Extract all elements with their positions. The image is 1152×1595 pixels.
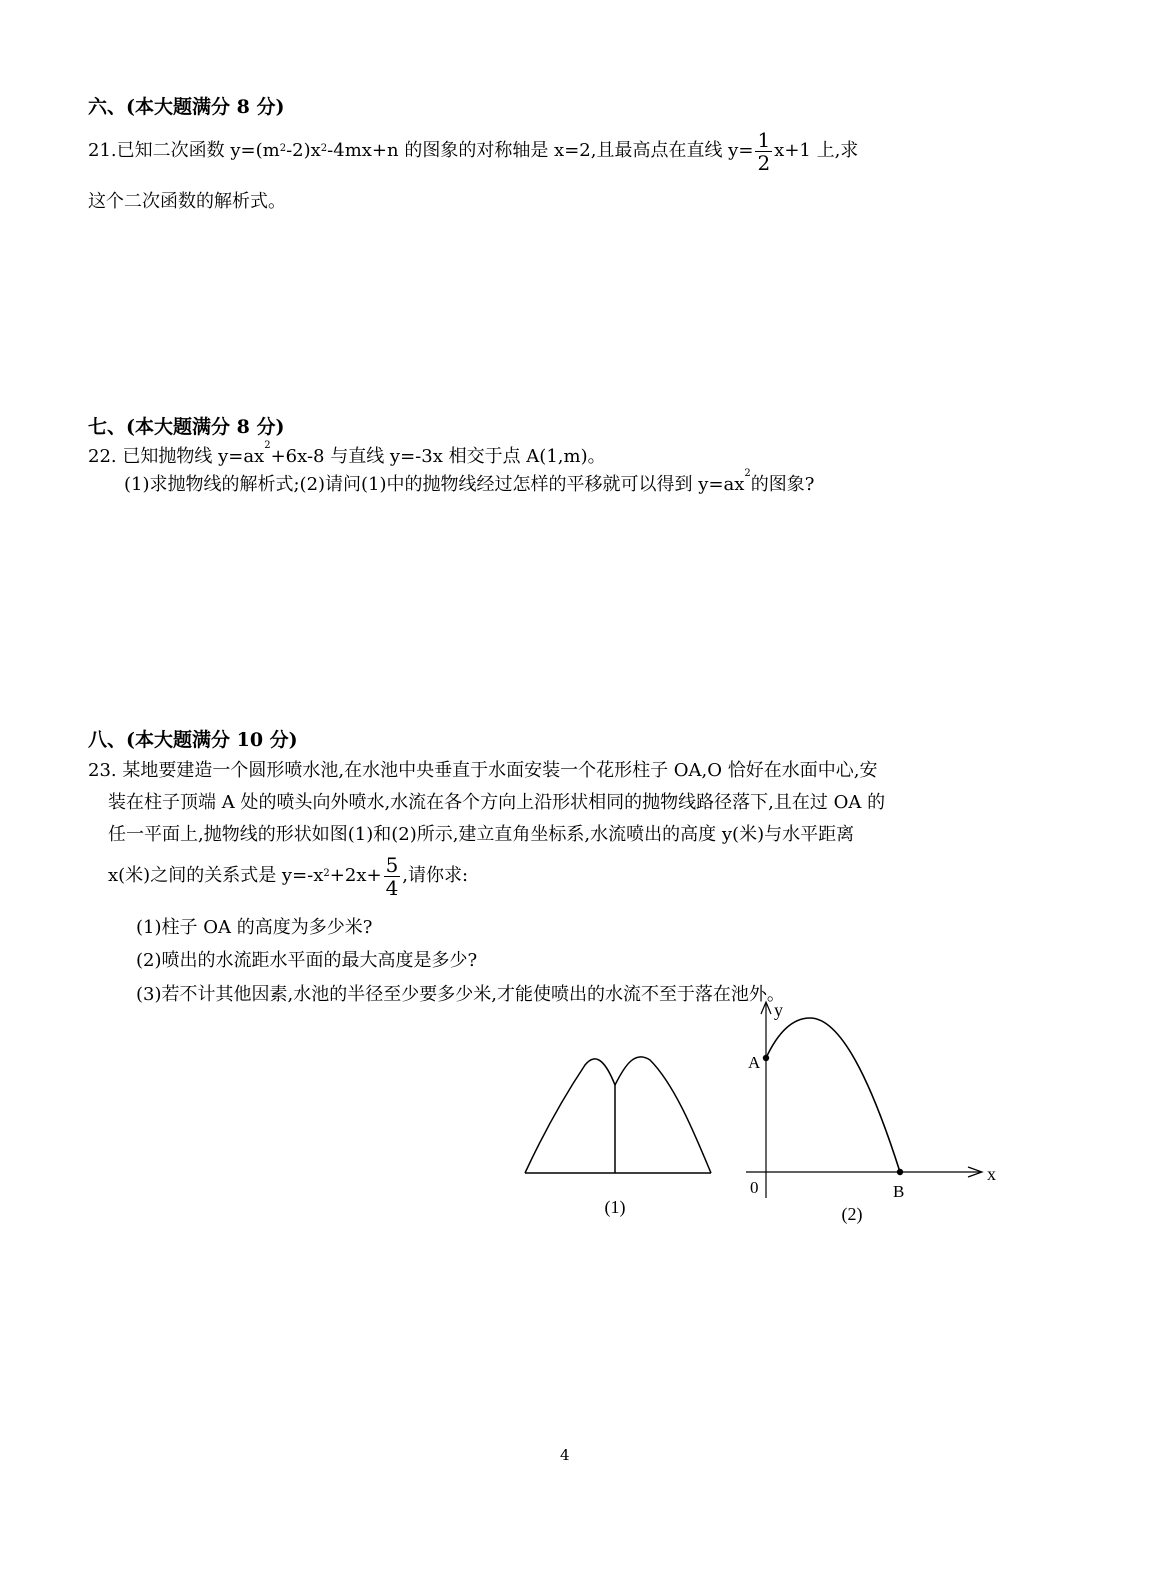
q22-line2-sup: 2 — [744, 468, 751, 479]
q22-line2-text-a: (1)求抛物线的解析式;(2)请问(1)中的抛物线经过怎样的平移就可以得到 y=ax — [124, 474, 745, 495]
section-7-heading: 七、(本大题满分 8 分) — [88, 416, 285, 438]
figure-2-label-a: A — [748, 1053, 761, 1072]
page-number: 4 — [560, 1446, 570, 1464]
q22-line2-text-b: 的图象? — [750, 474, 815, 495]
figure-1 — [515, 1045, 725, 1235]
question-21-line-2: 这个二次函数的解析式。 — [88, 191, 286, 212]
figure-2-point-a — [763, 1055, 769, 1061]
question-23-sub-1: (1)柱子 OA 的高度为多少米? — [136, 917, 373, 938]
question-23-line-4 — [108, 852, 468, 900]
q22-text-a: 22. 已知抛物线 y=ax — [88, 446, 265, 467]
q21-text-a: 21.已知二次函数 y=(m — [88, 140, 280, 161]
q23-line4-text-b: +2x+ — [329, 865, 382, 886]
section-6-heading: 六、(本大题满分 8 分) — [88, 96, 285, 118]
figure-2 — [740, 998, 1010, 1230]
figure-2-point-b — [897, 1169, 903, 1175]
fraction-one-half — [755, 129, 772, 174]
q21-text-b: -2)x — [286, 140, 321, 161]
question-23-sub-2: (2)喷出的水流距水平面的最大高度是多少? — [136, 950, 478, 971]
figure-2-parabola — [766, 1018, 900, 1172]
question-23-line-3: 任一平面上,抛物线的形状如图(1)和(2)所示,建立直角坐标系,水流喷出的高度 y(米)与水平距离 — [108, 824, 855, 845]
fraction-numerator: 5 — [385, 852, 399, 877]
fraction-denominator: 4 — [385, 875, 399, 900]
q22-sup: 2 — [264, 440, 271, 451]
fraction-five-fourths — [384, 854, 401, 899]
figure-2-label-o: 0 — [750, 1178, 759, 1197]
q23-line4-text-a: x(米)之间的关系式是 y=-x — [108, 865, 324, 886]
question-23-line-1: 23. 某地要建造一个圆形喷水池,在水池中央垂直于水面安装一个花形柱子 OA,O 恰好在水面中心,安 — [88, 760, 878, 781]
q22-text-b: +6x-8 与直线 y=-3x 相交于点 A(1,m)。 — [270, 446, 606, 467]
section-8-heading: 八、(本大题满分 10 分) — [88, 729, 298, 751]
q21-sup-1: 2 — [279, 143, 287, 154]
figure-2-label-x: x — [987, 1164, 996, 1184]
figure-1-caption: (1) — [604, 1197, 626, 1217]
question-22-line-2 — [124, 470, 814, 496]
figure-2-label-y: y — [774, 1000, 783, 1020]
question-22-line-1 — [88, 442, 606, 468]
q21-sup-2: 2 — [320, 143, 328, 154]
q21-text-c: -4mx+n 的图象的对称轴是 x=2,且最高点在直线 y= — [327, 140, 754, 161]
fraction-numerator: 1 — [757, 127, 771, 152]
question-23-line-2: 装在柱子顶端 A 处的喷头向外喷水,水流在各个方向上沿形状相同的抛物线路径落下,且在过 OA 的 — [108, 792, 886, 813]
question-21-line-1 — [88, 128, 858, 174]
q21-text-d: x+1 上,求 — [774, 140, 859, 161]
question-23-sub-3: (3)若不计其他因素,水池的半径至少要多少米,才能使喷出的水流不至于落在池外。 — [136, 984, 785, 1005]
figure-2-label-b: B — [893, 1182, 905, 1201]
figure-2-caption: (2) — [841, 1204, 863, 1224]
q23-line4-sup: 2 — [323, 868, 330, 879]
fraction-denominator: 2 — [757, 150, 771, 175]
figure-1-right-arch — [615, 1057, 711, 1173]
figure-1-left-arch — [525, 1059, 615, 1173]
q23-line4-text-c: ,请你求: — [402, 865, 469, 886]
